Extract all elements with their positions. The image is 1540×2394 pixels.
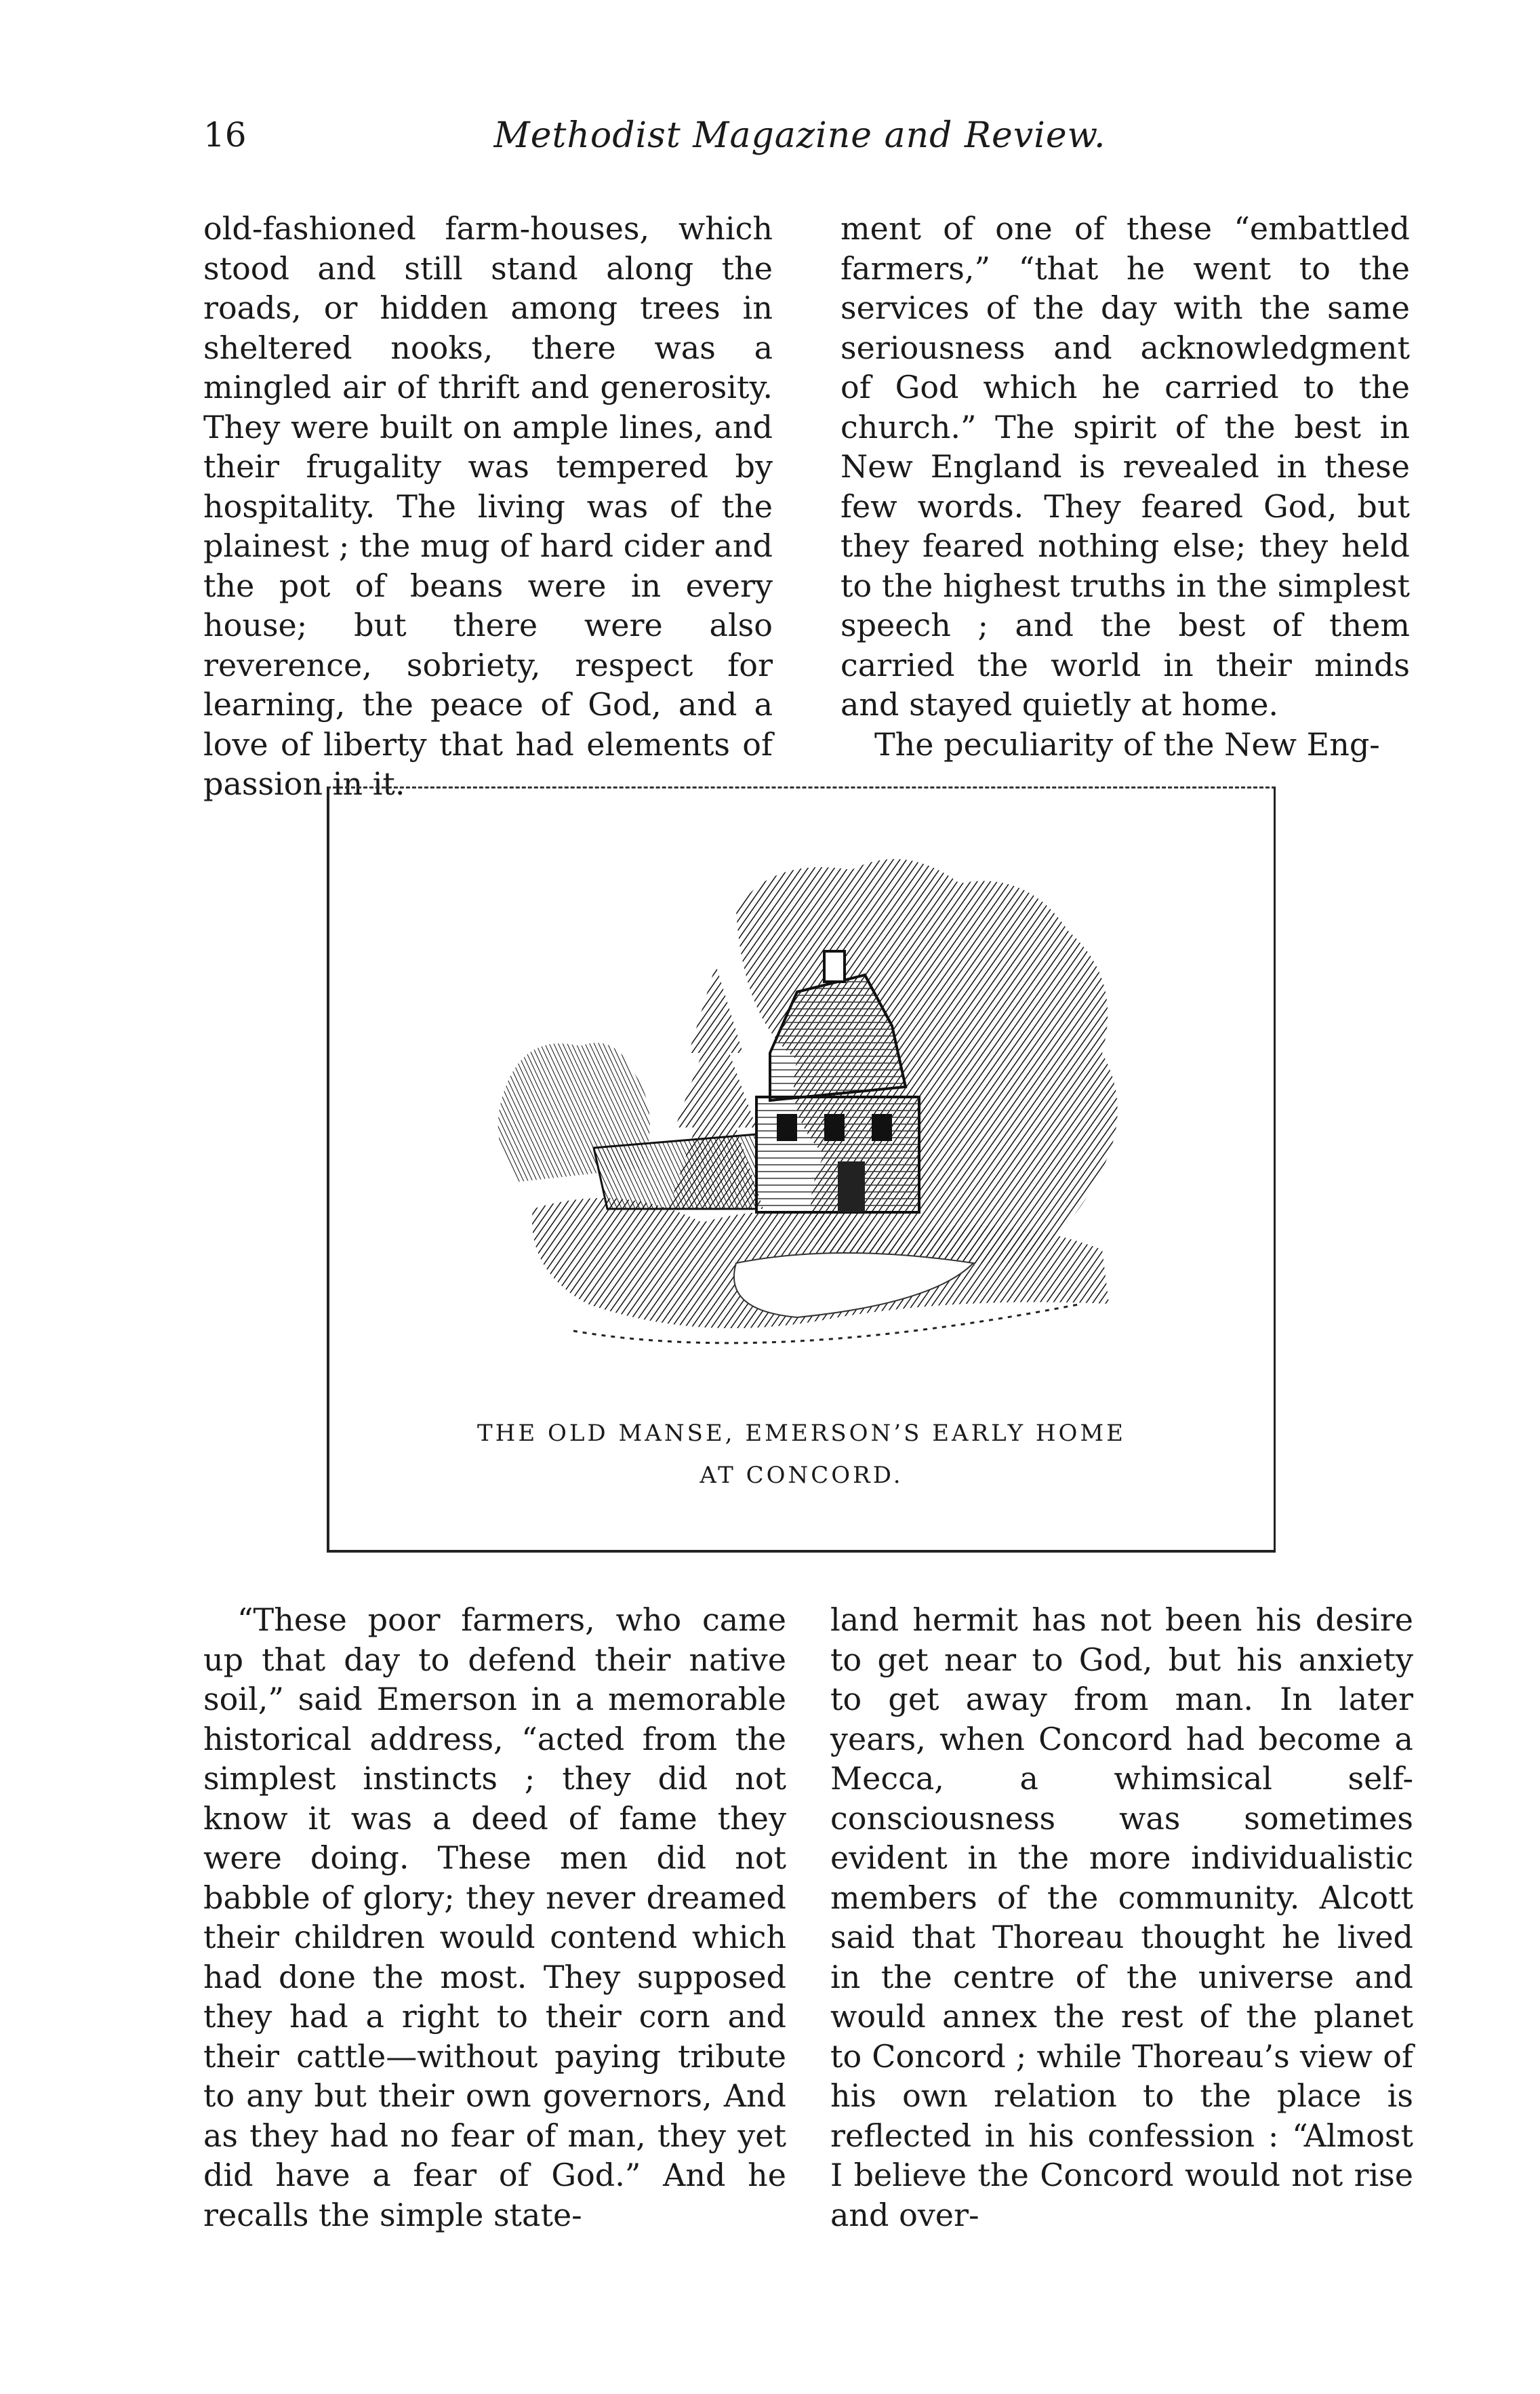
paragraph: land hermit has not been his desire to get near to God, but his anxiety to get away from man. In later years, when Concord had become a Mecca, a whimsical self-consciousness was sometimes evident in the more individualistic members of the community. Alcott said that Thoreau thought he lived in the centre of the universe and would annex the rest of the planet to Concord ; while Thoreau’s view of his own relation to the place is reflected in his confession : “Almost I believe the Concord would not rise and over-: [830, 1601, 1413, 2233]
column-bottom-right: [830, 1600, 1413, 2235]
caption-line-2: AT CONCORD.: [700, 1462, 904, 1489]
column-bottom-left: [203, 1600, 786, 2235]
paragraph: old-fashioned farm-houses, which stood and still stand along the roads, or hidden among trees in sheltered nooks, there was a mingled air of thrift and generosity. They were built on ample lines, and their frugality was tempered by hospitality. The living was of the plainest ; the mug of hard cider and the pot of beans were in every house; but there were also reverence, sobriety, respect for learning, the peace of God, and a love of liberty that had elements of passion in it.: [203, 210, 773, 802]
paragraph: “These poor farmers, who came up that day to defend their native soil,” said Emerson in a memorable historical address, “acted from the simplest instincts ; they did not know it was a deed of fame they were doing. These men did not babble of glory; they never dreamed their children would contend which had done the most. They supposed they had a right to their corn and their cattle—without paying tribute to any but their own governors, And as they had no fear of man, they yet did have a fear of God.” And he recalls the simple state-: [203, 1601, 786, 2233]
running-title: Methodist Magazine and Review.: [493, 115, 1106, 156]
figure-caption: [329, 1412, 1274, 1496]
paragraph: ment of one of these “embattled farmers,” “that he went to the services of the day with the same seriousness and acknowledgment of God which he carried to the church.” The spirit of the best in New England is revealed in these few words. They feared God, but they feared nothing else; they held to the highest truths in the simplest speech ; and the best of them carried the world in their minds and stayed quietly at home.: [840, 210, 1410, 723]
column-top-left: [203, 209, 773, 804]
page-number: 16: [203, 115, 247, 155]
illustration-figure: [327, 786, 1276, 1553]
caption-line-1: THE OLD MANSE, EMERSON’S EARLY HOME: [477, 1420, 1126, 1447]
column-top-right: [840, 209, 1410, 764]
old-manse-engraving: [418, 829, 1190, 1385]
paragraph: The peculiarity of the New Eng-: [874, 725, 1380, 763]
page-header: [203, 115, 1396, 169]
